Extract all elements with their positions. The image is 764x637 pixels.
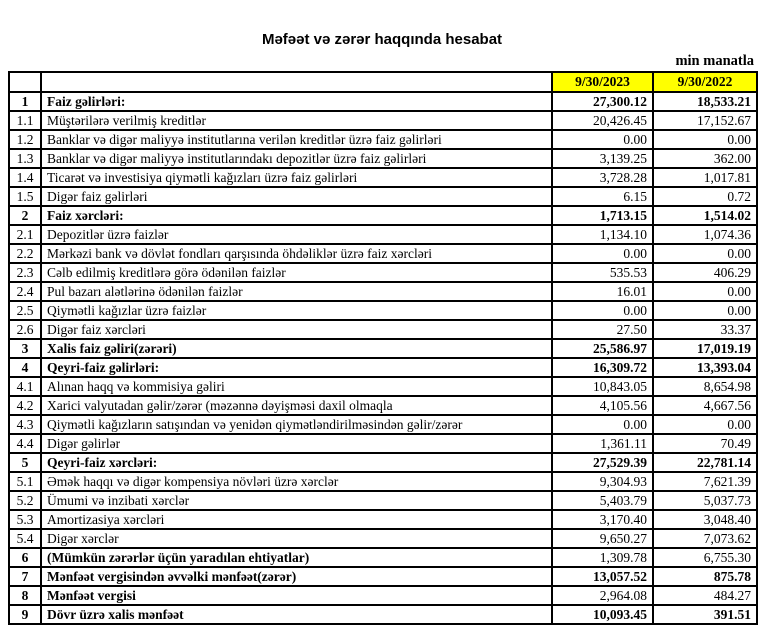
row-number-cell: 2 bbox=[9, 206, 41, 225]
value-2022-cell: 0.00 bbox=[653, 415, 757, 434]
value-2022-cell: 1,017.81 bbox=[653, 168, 757, 187]
row-number-cell: 3 bbox=[9, 339, 41, 358]
table-header-row bbox=[9, 72, 757, 92]
value-2022-cell: 22,781.14 bbox=[653, 453, 757, 472]
value-2023-cell: 13,057.52 bbox=[552, 567, 653, 586]
row-label-cell: Amortizasiya xərcləri bbox=[41, 510, 552, 529]
row-label-cell: Mənfəət vergisi bbox=[41, 586, 552, 605]
value-2023-cell: 1,309.78 bbox=[552, 548, 653, 567]
value-2023-cell: 27,529.39 bbox=[552, 453, 653, 472]
row-number-cell: 5.1 bbox=[9, 472, 41, 491]
income-statement-table bbox=[8, 71, 758, 625]
unit-note: min manatla bbox=[675, 53, 754, 69]
row-label-cell: Dövr üzrə xalis mənfəət bbox=[41, 605, 552, 624]
value-2023-cell: 3,728.28 bbox=[552, 168, 653, 187]
row-label-cell: Xarici valyutadan gəlir/zərər (məzənnə dəyişməsi daxil olmaqla bbox=[41, 396, 552, 415]
table-row bbox=[9, 111, 757, 130]
table-row bbox=[9, 510, 757, 529]
value-2022-cell: 362.00 bbox=[653, 149, 757, 168]
value-2022-cell: 5,037.73 bbox=[653, 491, 757, 510]
table-row bbox=[9, 149, 757, 168]
table-row bbox=[9, 92, 757, 111]
value-2023-cell: 4,105.56 bbox=[552, 396, 653, 415]
table-row bbox=[9, 282, 757, 301]
row-number-cell: 2.2 bbox=[9, 244, 41, 263]
row-number-cell: 1.4 bbox=[9, 168, 41, 187]
value-2023-cell: 0.00 bbox=[552, 244, 653, 263]
value-2023-cell: 3,139.25 bbox=[552, 149, 653, 168]
value-2022-cell: 8,654.98 bbox=[653, 377, 757, 396]
value-2022-cell: 875.78 bbox=[653, 567, 757, 586]
value-2023-cell: 16,309.72 bbox=[552, 358, 653, 377]
row-label-cell: Alınan haqq və kommisiya gəliri bbox=[41, 377, 552, 396]
value-2023-cell: 1,361.11 bbox=[552, 434, 653, 453]
row-label-cell: Faiz gəlirləri: bbox=[41, 92, 552, 111]
row-label-cell: Digər faiz gəlirləri bbox=[41, 187, 552, 206]
table-row bbox=[9, 472, 757, 491]
value-2023-cell: 2,964.08 bbox=[552, 586, 653, 605]
row-label-cell: Digər gəlirlər bbox=[41, 434, 552, 453]
row-number-cell: 9 bbox=[9, 605, 41, 624]
table-row bbox=[9, 168, 757, 187]
table-row bbox=[9, 377, 757, 396]
table-row bbox=[9, 529, 757, 548]
value-2022-cell: 70.49 bbox=[653, 434, 757, 453]
row-number-cell: 8 bbox=[9, 586, 41, 605]
row-label-cell: Banklar və digər maliyyə institutlarına verilən kreditlər üzrə faiz gəlirləri bbox=[41, 130, 552, 149]
value-2022-cell: 0.00 bbox=[653, 244, 757, 263]
value-2023-cell: 3,170.40 bbox=[552, 510, 653, 529]
value-2022-cell: 4,667.56 bbox=[653, 396, 757, 415]
row-label-cell: Mənfəət vergisindən əvvəlki mənfəət(zərər) bbox=[41, 567, 552, 586]
value-2023-cell: 10,843.05 bbox=[552, 377, 653, 396]
value-2022-cell: 484.27 bbox=[653, 586, 757, 605]
value-2023-cell: 27,300.12 bbox=[552, 92, 653, 111]
row-number-cell: 4.2 bbox=[9, 396, 41, 415]
row-number-cell: 5.3 bbox=[9, 510, 41, 529]
value-2023-cell: 10,093.45 bbox=[552, 605, 653, 624]
value-2022-cell: 17,019.19 bbox=[653, 339, 757, 358]
row-label-cell: Xalis faiz gəliri(zərəri) bbox=[41, 339, 552, 358]
row-label-cell: Digər faiz xərcləri bbox=[41, 320, 552, 339]
row-number-cell: 2.6 bbox=[9, 320, 41, 339]
value-2022-cell: 0.72 bbox=[653, 187, 757, 206]
value-2022-cell: 13,393.04 bbox=[653, 358, 757, 377]
header-num-cell bbox=[9, 72, 41, 92]
row-number-cell: 2.5 bbox=[9, 301, 41, 320]
row-number-cell: 5 bbox=[9, 453, 41, 472]
row-number-cell: 4.3 bbox=[9, 415, 41, 434]
header-date-2022: 9/30/2022 bbox=[653, 72, 757, 92]
row-label-cell: Ticarət və investisiya qiymətli kağızları üzrə faiz gəlirləri bbox=[41, 168, 552, 187]
row-label-cell: Digər xərclər bbox=[41, 529, 552, 548]
table-row bbox=[9, 586, 757, 605]
table-row bbox=[9, 187, 757, 206]
value-2022-cell: 3,048.40 bbox=[653, 510, 757, 529]
row-label-cell: Pul bazarı alətlərinə ödənilən faizlər bbox=[41, 282, 552, 301]
value-2022-cell: 7,621.39 bbox=[653, 472, 757, 491]
table-row bbox=[9, 548, 757, 567]
row-number-cell: 1.2 bbox=[9, 130, 41, 149]
value-2022-cell: 17,152.67 bbox=[653, 111, 757, 130]
table-row bbox=[9, 605, 757, 624]
value-2023-cell: 1,134.10 bbox=[552, 225, 653, 244]
value-2023-cell: 9,650.27 bbox=[552, 529, 653, 548]
row-number-cell: 1.1 bbox=[9, 111, 41, 130]
row-label-cell: Qeyri-faiz gəlirləri: bbox=[41, 358, 552, 377]
table-row bbox=[9, 130, 757, 149]
row-number-cell: 2.3 bbox=[9, 263, 41, 282]
row-label-cell: Ümumi və inzibati xərclər bbox=[41, 491, 552, 510]
value-2022-cell: 0.00 bbox=[653, 282, 757, 301]
row-label-cell: Cəlb edilmiş kreditlərə görə ödənilən faizlər bbox=[41, 263, 552, 282]
row-number-cell: 2.4 bbox=[9, 282, 41, 301]
row-number-cell: 4.1 bbox=[9, 377, 41, 396]
header-label-cell bbox=[41, 72, 552, 92]
table-row bbox=[9, 206, 757, 225]
row-number-cell: 2.1 bbox=[9, 225, 41, 244]
table-row bbox=[9, 320, 757, 339]
value-2022-cell: 0.00 bbox=[653, 130, 757, 149]
table-row bbox=[9, 263, 757, 282]
value-2023-cell: 1,713.15 bbox=[552, 206, 653, 225]
value-2023-cell: 9,304.93 bbox=[552, 472, 653, 491]
value-2023-cell: 0.00 bbox=[552, 301, 653, 320]
value-2022-cell: 1,074.36 bbox=[653, 225, 757, 244]
value-2023-cell: 0.00 bbox=[552, 415, 653, 434]
row-number-cell: 7 bbox=[9, 567, 41, 586]
table-row bbox=[9, 567, 757, 586]
table-row bbox=[9, 339, 757, 358]
row-number-cell: 5.4 bbox=[9, 529, 41, 548]
row-label-cell: Müştərilərə verilmiş kreditlər bbox=[41, 111, 552, 130]
header-date-2023: 9/30/2023 bbox=[552, 72, 653, 92]
row-label-cell: Qiymətli kağızlar üzrə faizlər bbox=[41, 301, 552, 320]
value-2022-cell: 1,514.02 bbox=[653, 206, 757, 225]
value-2023-cell: 16.01 bbox=[552, 282, 653, 301]
page-title: Məfəət və zərər haqqında hesabat bbox=[261, 31, 503, 48]
row-label-cell: Depozitlər üzrə faizlər bbox=[41, 225, 552, 244]
table-row bbox=[9, 491, 757, 510]
value-2023-cell: 27.50 bbox=[552, 320, 653, 339]
row-label-cell: (Mümkün zərərlər üçün yaradılan ehtiyatlar) bbox=[41, 548, 552, 567]
row-number-cell: 1.5 bbox=[9, 187, 41, 206]
value-2022-cell: 33.37 bbox=[653, 320, 757, 339]
row-number-cell: 4.4 bbox=[9, 434, 41, 453]
row-number-cell: 1.3 bbox=[9, 149, 41, 168]
table-row bbox=[9, 453, 757, 472]
value-2023-cell: 6.15 bbox=[552, 187, 653, 206]
row-number-cell: 4 bbox=[9, 358, 41, 377]
table-row bbox=[9, 415, 757, 434]
value-2022-cell: 391.51 bbox=[653, 605, 757, 624]
value-2023-cell: 0.00 bbox=[552, 130, 653, 149]
value-2022-cell: 406.29 bbox=[653, 263, 757, 282]
row-label-cell: Qiymətli kağızların satışından və yenidən qiymətləndirilməsindən gəlir/zərər bbox=[41, 415, 552, 434]
row-label-cell: Faiz xərcləri: bbox=[41, 206, 552, 225]
value-2023-cell: 20,426.45 bbox=[552, 111, 653, 130]
value-2023-cell: 535.53 bbox=[552, 263, 653, 282]
report-page bbox=[0, 31, 764, 637]
row-number-cell: 5.2 bbox=[9, 491, 41, 510]
table-row bbox=[9, 301, 757, 320]
table-row bbox=[9, 358, 757, 377]
value-2022-cell: 18,533.21 bbox=[653, 92, 757, 111]
value-2022-cell: 6,755.30 bbox=[653, 548, 757, 567]
table-body bbox=[9, 92, 757, 624]
row-label-cell: Əmək haqqı və digər kompensiya növləri üzrə xərclər bbox=[41, 472, 552, 491]
table-row bbox=[9, 434, 757, 453]
row-label-cell: Qeyri-faiz xərcləri: bbox=[41, 453, 552, 472]
value-2022-cell: 0.00 bbox=[653, 301, 757, 320]
value-2023-cell: 25,586.97 bbox=[552, 339, 653, 358]
table-row bbox=[9, 244, 757, 263]
value-2023-cell: 5,403.79 bbox=[552, 491, 653, 510]
table-row bbox=[9, 396, 757, 415]
row-number-cell: 1 bbox=[9, 92, 41, 111]
value-2022-cell: 7,073.62 bbox=[653, 529, 757, 548]
table-row bbox=[9, 225, 757, 244]
row-label-cell: Banklar və digər maliyyə institutlarındakı depozitlər üzrə faiz gəlirləri bbox=[41, 149, 552, 168]
row-label-cell: Mərkəzi bank və dövlət fondları qarşısında öhdəliklər üzrə faiz xərcləri bbox=[41, 244, 552, 263]
row-number-cell: 6 bbox=[9, 548, 41, 567]
